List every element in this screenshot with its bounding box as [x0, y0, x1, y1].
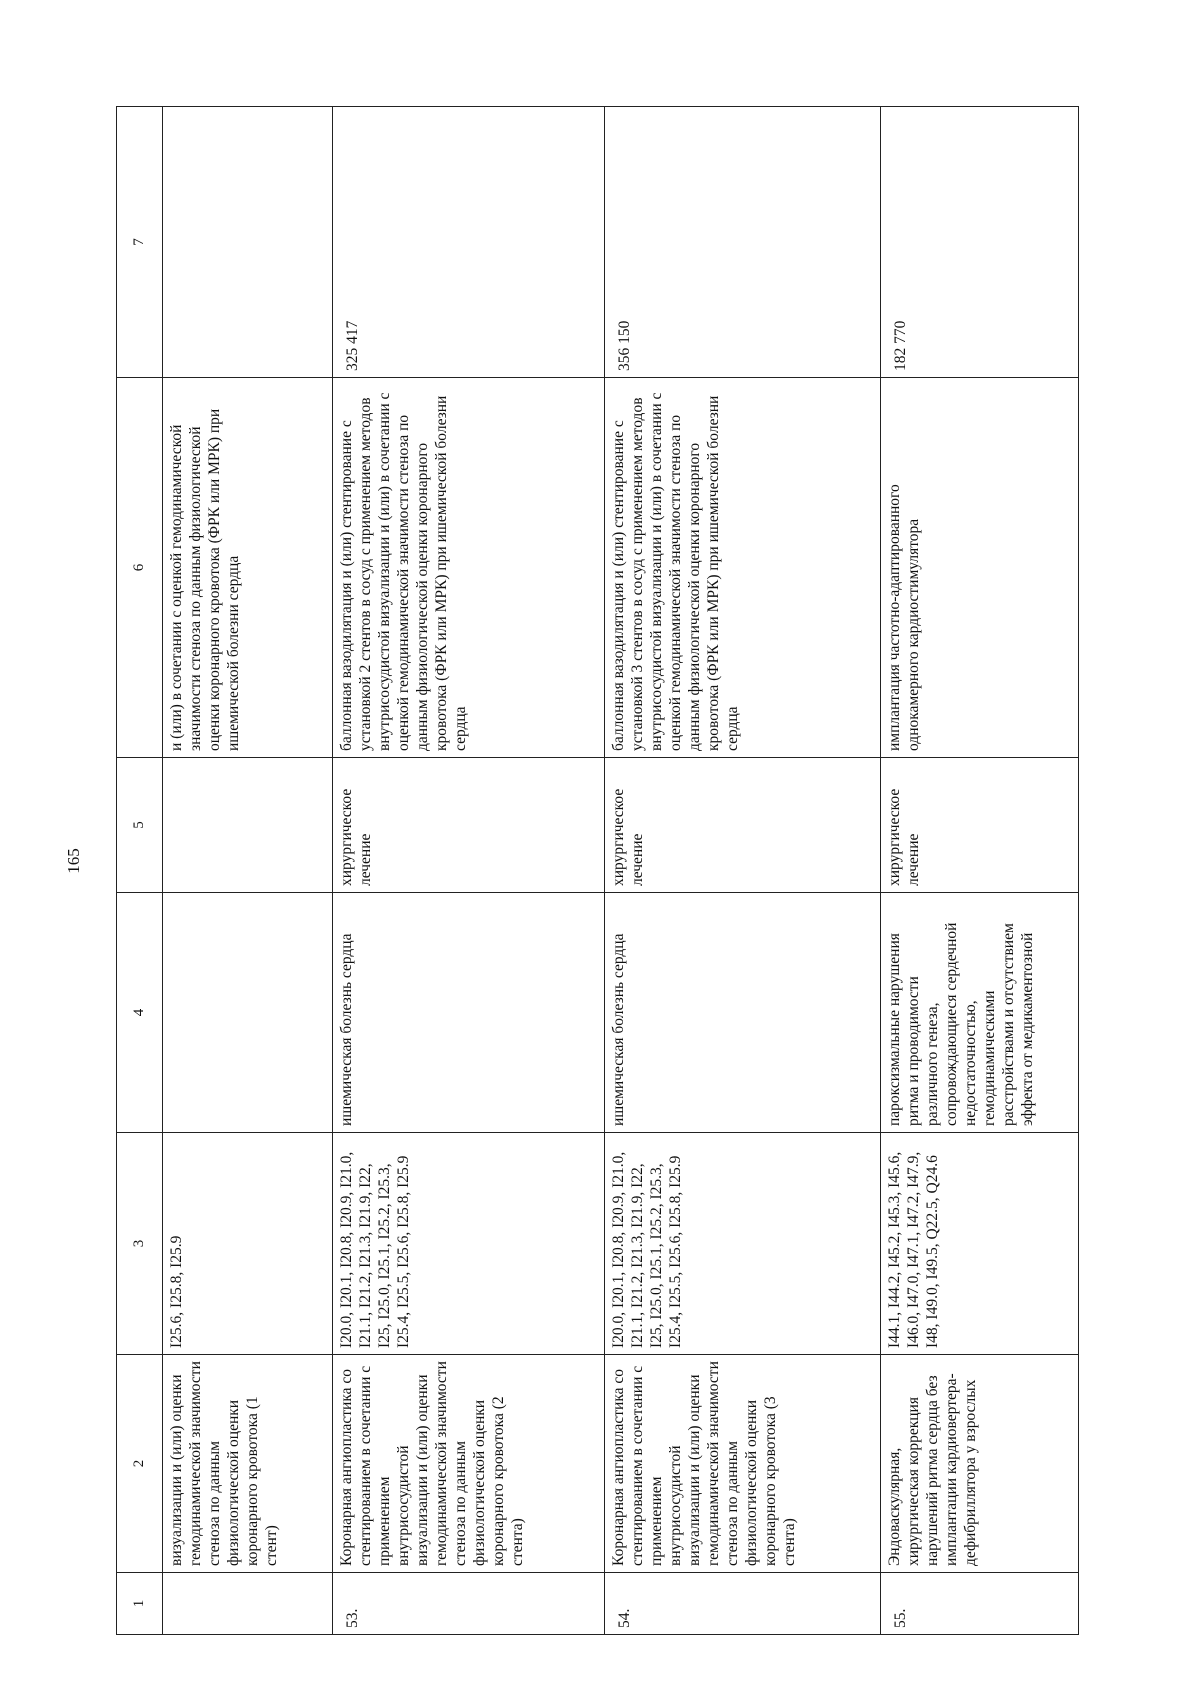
treatment-method: имплантация частотно-адаптированного однокамерного кардиостимулятора	[881, 378, 1079, 758]
row-number	[163, 1573, 333, 1635]
table-row-55	[881, 107, 1079, 1635]
treatment-type	[163, 758, 333, 893]
row-number: 54.	[605, 1573, 881, 1635]
row-number: 55.	[881, 1573, 1079, 1635]
procedure-name: Коронарная ангиопластика со стентированием в сочетании с применением внутрисосудистой визуализации и (или) оценки гемодинамической значимости стеноза по данным физиологической оценки коронарного кровотока (2 стента)	[333, 1355, 605, 1573]
treatment-type: хирургическое лечение	[605, 758, 881, 893]
procedure-name: Эндоваскулярная, хирургическая коррекция нарушений ритма сердца без имплантации кардиовертера-дефибриллятора у взрослых	[881, 1355, 1079, 1573]
table-row-continued	[163, 107, 333, 1635]
treatment-method: и (или) в сочетании с оценкой гемодинамической значимости стеноза по данным физиологической оценки коронарного кровотока (ФРК или МРК) при ишемической болезни сердца	[163, 378, 333, 758]
procedure-name: Коронарная ангиопластика со стентированием в сочетании с применением внутрисосудистой визуализации и (или) оценки гемодинамической значимости стеноза по данным физиологической оценки коронарного кровотока (3 стента)	[605, 1355, 881, 1573]
header-col-6: 6	[117, 378, 163, 758]
page-number: 165	[64, 848, 83, 874]
icd-codes: I20.0, I20.1, I20.8, I20.9, I21.0, I21.1, I21.2, I21.3, I21.9, I22, I25, I25.0, I25.1, I25.2, I25.3, I25.4, I25.5, I25.6, I25.8, I25.9	[605, 1133, 881, 1355]
disease-model	[163, 893, 333, 1133]
disease-model: ишемическая болезнь сердца	[333, 893, 605, 1133]
disease-model: пароксизмальные нарушения ритма и проводимости различного генеза, сопровождающиеся сердечной недостаточностью, гемодинамическими расстройствами и отсутствием эффекта от медикаментозной	[881, 893, 1079, 1133]
icd-codes: I44.1, I44.2, I45.2, I45.3, I45.6, I46.0, I47.0, I47.1, I47.2, I47.9, I48, I49.0, I49.5, Q22.5, Q24.6	[881, 1133, 1079, 1355]
procedure-name: визуализации и (или) оценки гемодинамической значимости стеноза по данным физиологической оценки коронарного кровотока (1 стент)	[163, 1355, 333, 1573]
header-row	[117, 107, 163, 1635]
header-col-5: 5	[117, 758, 163, 893]
treatment-method: баллонная вазодилятация и (или) стентирование с установкой 2 стентов в сосуд с применением методов внутрисосудистой визуализации и (или) в сочетании с оценкой гемодинамической значимости стеноза по данным физиологической оценки коронарного кровотока (ФРК или МРК) при ишемической болезни сердца	[333, 378, 605, 758]
treatment-method: баллонная вазодилятация и (или) стентирование с установкой 3 стентов в сосуд с применением методов внутрисосудистой визуализации и (или) в сочетании с оценкой гемодинамической значимости стеноза по данным физиологической оценки коронарного кровотока (ФРК или МРК) при ишемической болезни сердца	[605, 378, 881, 758]
standard-cost: 356 150	[605, 107, 881, 378]
icd-codes: I25.6, I25.8, I25.9	[163, 1133, 333, 1355]
row-number: 53.	[333, 1573, 605, 1635]
standard-cost: 325 417	[333, 107, 605, 378]
standard-cost	[163, 107, 333, 378]
standard-cost: 182 770	[881, 107, 1079, 378]
header-col-3: 3	[117, 1133, 163, 1355]
table-row-54	[605, 107, 881, 1635]
header-col-1: 1	[117, 1573, 163, 1635]
procedures-table	[116, 106, 1079, 1635]
treatment-type: хирургическое лечение	[881, 758, 1079, 893]
header-col-4: 4	[117, 893, 163, 1133]
procedures-table-rotated	[116, 107, 1078, 1635]
header-col-2: 2	[117, 1355, 163, 1573]
header-col-7: 7	[117, 107, 163, 378]
disease-model: ишемическая болезнь сердца	[605, 893, 881, 1133]
icd-codes: I20.0, I20.1, I20.8, I20.9, I21.0, I21.1, I21.2, I21.3, I21.9, I22, I25, I25.0, I25.1, I25.2, I25.3, I25.4, I25.5, I25.6, I25.8, I25.9	[333, 1133, 605, 1355]
table-row-53	[333, 107, 605, 1635]
treatment-type: хирургическое лечение	[333, 758, 605, 893]
